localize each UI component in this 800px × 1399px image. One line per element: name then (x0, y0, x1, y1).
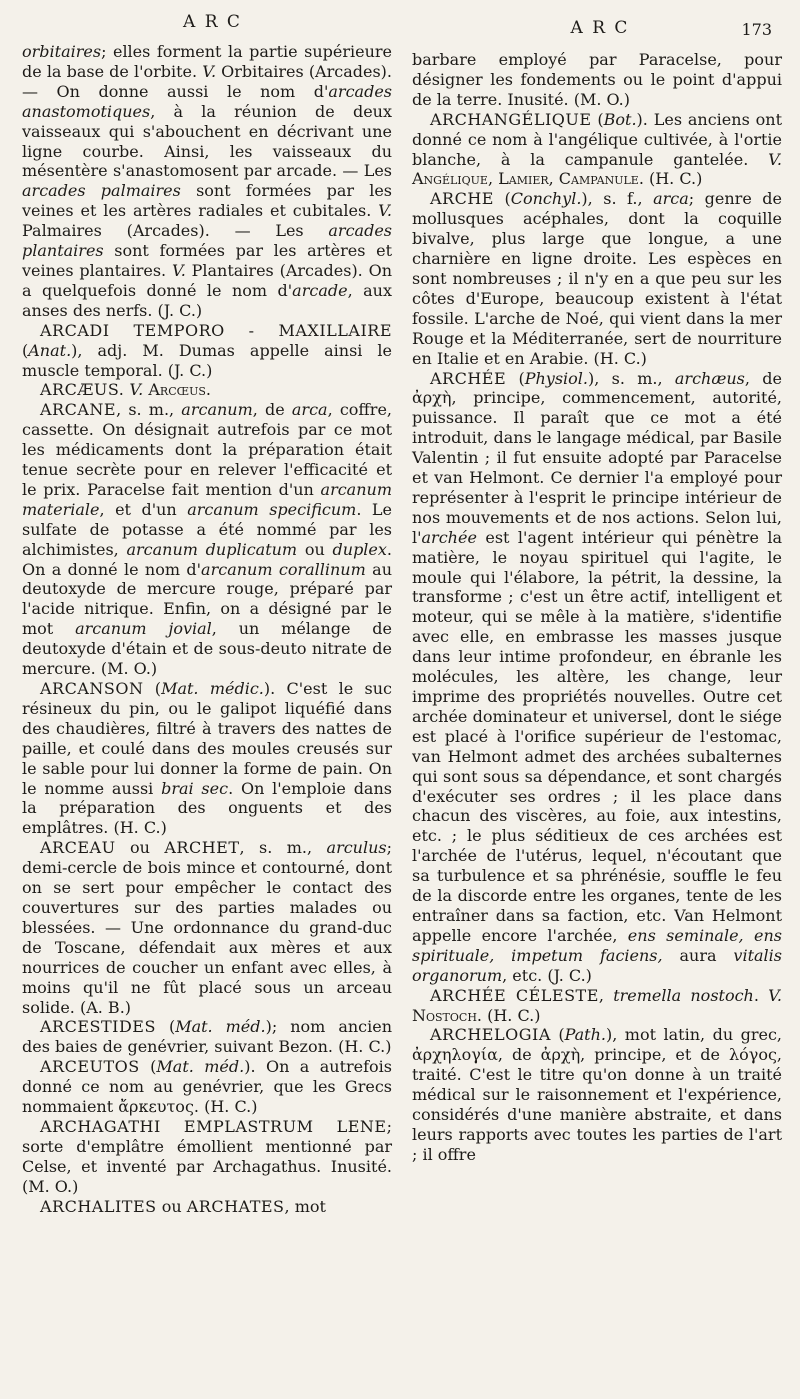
right-column (412, 50, 782, 1165)
entry-archagathi: ARCHAGATHI EMPLASTRUM LENE; sorte d'emplâtre émollient mentionné par Celse, et inventé par Archagathus. Inusité. (M. O.) (22, 1116, 392, 1196)
entry-arceutos: ARCEUTOS (Mat. méd.). On a autrefois donné ce nom au genévrier, que les Grecs nommaient ἄρκευτος. (H. C.) (22, 1057, 393, 1117)
entry-archee-celeste: ARCHÉE CÉLESTE, tremella nostoch. V. Nostoch. (H. C.) (412, 985, 782, 1025)
left-column (22, 42, 392, 1216)
entry-archangelique: ARCHANGÉLIQUE (Bot.). Les anciens ont donné ce nom à l'angélique cultivée, à l'ortie blanche, à la campanule gantelée. V. Angélique, Lamier, Campanule. (H. C.) (412, 109, 782, 189)
entry-archee: ARCHÉE (Physiol.), s. m., archæus, de ἀρχὴ, principe, commencement, autorité, puissance. Il paraît que ce mot a été introduit, dans le langage médical, par Basile Valentin ; il fut ensuite adopté par Paracelse et van Helmont. Ce dernier l'a employé pour représenter à l'esprit le principe intérieur de nos mouvements et de nos actions. Selon lui, l'archée est l'agent intérieur qui pénètre la matière, le noyau spirituel qui l'agite, le moule qui l'élabore, la pétrit, la dessine, la transforme ; c'est un être actif, intelligent et moteur, qui se mêle à la matière, s'identifie avec elle, en embrasse les masses jusque dans leur intime profondeur, en ébranle les molécules, les altère, les change, leur imprime des propriétés nouvelles. Outre cet archée dominateur et universel, dont le siége est placé à l'orifice supérieur de l'estomac, van Helmont admet des archées subalternes qui sont sous sa dépendance, et sont chargés d'exécuter ses ordres ; il les place dans chacun des viscères, au foie, aux intestins, etc. ; le plus séditieux de ces archées est l'archée de l'utérus, lequel, n'écoutant que sa turbulence et sa phrénésie, souffle le feu de la discorde entre les organes, tente de les entraîner dans sa faction, etc. Van Helmont appelle encore l'archée, ens seminale, ens spirituale, impetum faciens, aura vitalis organorum, etc. (J. C.) (412, 368, 782, 985)
entry-archalites: ARCHALITES ou ARCHATES, mot (40, 1196, 326, 1216)
entry-archelogia: ARCHELOGIA (Path.), mot latin, du grec, ἀρχηλογία, de ἀρχὴ, principe, et de λόγος, traité. C'est le titre qu'on donne à un traité médical sur le raisonnement et l'expérience, considérés d'une manière abstraite, et dans leurs rapports avec toutes les parties de l'art ; il offre (412, 1025, 783, 1164)
left-running-head: A R C (183, 12, 242, 32)
entry-arcaeus: ARCÆUS. V. Arcœus. (40, 380, 212, 400)
page-number: 173 (741, 20, 772, 39)
entry-archalites-continued: barbare employé par Paracelse, pour désigner les fondements ou le point d'appui de la terre. Inusité. (M. O.) (412, 50, 782, 109)
running-header (0, 10, 800, 40)
entry-arcestides: ARCESTIDES (Mat. méd.); nom ancien des baies de genévrier, suivant Bezon. (H. C.) (22, 1017, 393, 1057)
entry-arcade-continued: orbitaires; elles forment la partie supérieure de la base de l'orbite. V. Orbitaires (Arcades). — On donne aussi le nom d'arcades anastomotiques, à la réunion de deux vaisseaux qui s'abouchent en décrivant une ligne courbe. Ainsi, les vaisseaux du mésentère s'anastomosent par arcade. — Les arcades palmaires sont formées par les veines et les artères radiales et cubitales. V. Palmaires (Arcades). — Les arcades plantaires sont formées par les artères et veines plantaires. V. Plantaires (Arcades). On a quelquefois donné le nom d'arcade, aux anses des nerfs. (J. C.) (22, 42, 393, 320)
entry-arcanson: ARCANSON (Mat. médic.). C'est le suc résineux du pin, ou le galipot liquéfié dans des chaudières, filtré à travers des nattes de paille, et coulé dans des moules creusés sur le sable pour lui donner la forme de pain. On le nomme aussi brai sec. On l'emploie dans la préparation des onguents et des emplâtres. (H. C.) (22, 679, 392, 838)
entry-arche: ARCHE (Conchyl.), s. f., arca; genre de mollusques acéphales, dont la coquille bivalve, plus large que longue, a une charnière en ligne droite. Les espèces en sont nombreuses ; il n'y en a que peu sur les côtes d'Europe, beaucoup existent à l'état fossile. L'arche de Noé, qui vient dans la mer Rouge et la Méditerranée, sert de nourriture en Italie et en Arabie. (H. C.) (412, 189, 783, 368)
entry-arceau: ARCEAU ou ARCHET, s. m., arculus; demi-cercle de bois mince et contourné, dont on se sert pour empêcher le contact des couvertures sur des parties malades ou blessées. — Une ordonnance du grand-duc de Toscane, défendait aux mères et aux nourrices de coucher un enfant avec elles, à moins qu'il ne fût placé sous un arceau solide. (A. B.) (22, 838, 393, 1017)
entry-arcadi: ARCADI TEMPORO - MAXILLAIRE (Anat.), adj. M. Dumas appelle ainsi le muscle temporal. (J. C.) (22, 320, 392, 380)
right-running-head: A R C (570, 18, 630, 38)
entry-arcane: ARCANE, s. m., arcanum, de arca, coffre, cassette. On désignait autrefois par ce mot les médicaments dont la préparation était tenue secrète pour en relever l'efficacité et le prix. Paracelse fait mention d'un arcanum materiale, et d'un arcanum specificum. Le sulfate de potasse a été nommé par les alchimistes, arcanum duplicatum ou duplex. On a donné le nom d'arcanum corallinum au deutoxyde de mercure rouge, préparé par l'acide nitrique. Enfin, on a désigné par le mot arcanum jovial, un mélange de deutoxyde d'étain et de sous-deuto nitrate de mercure. (M. O.) (22, 400, 393, 679)
